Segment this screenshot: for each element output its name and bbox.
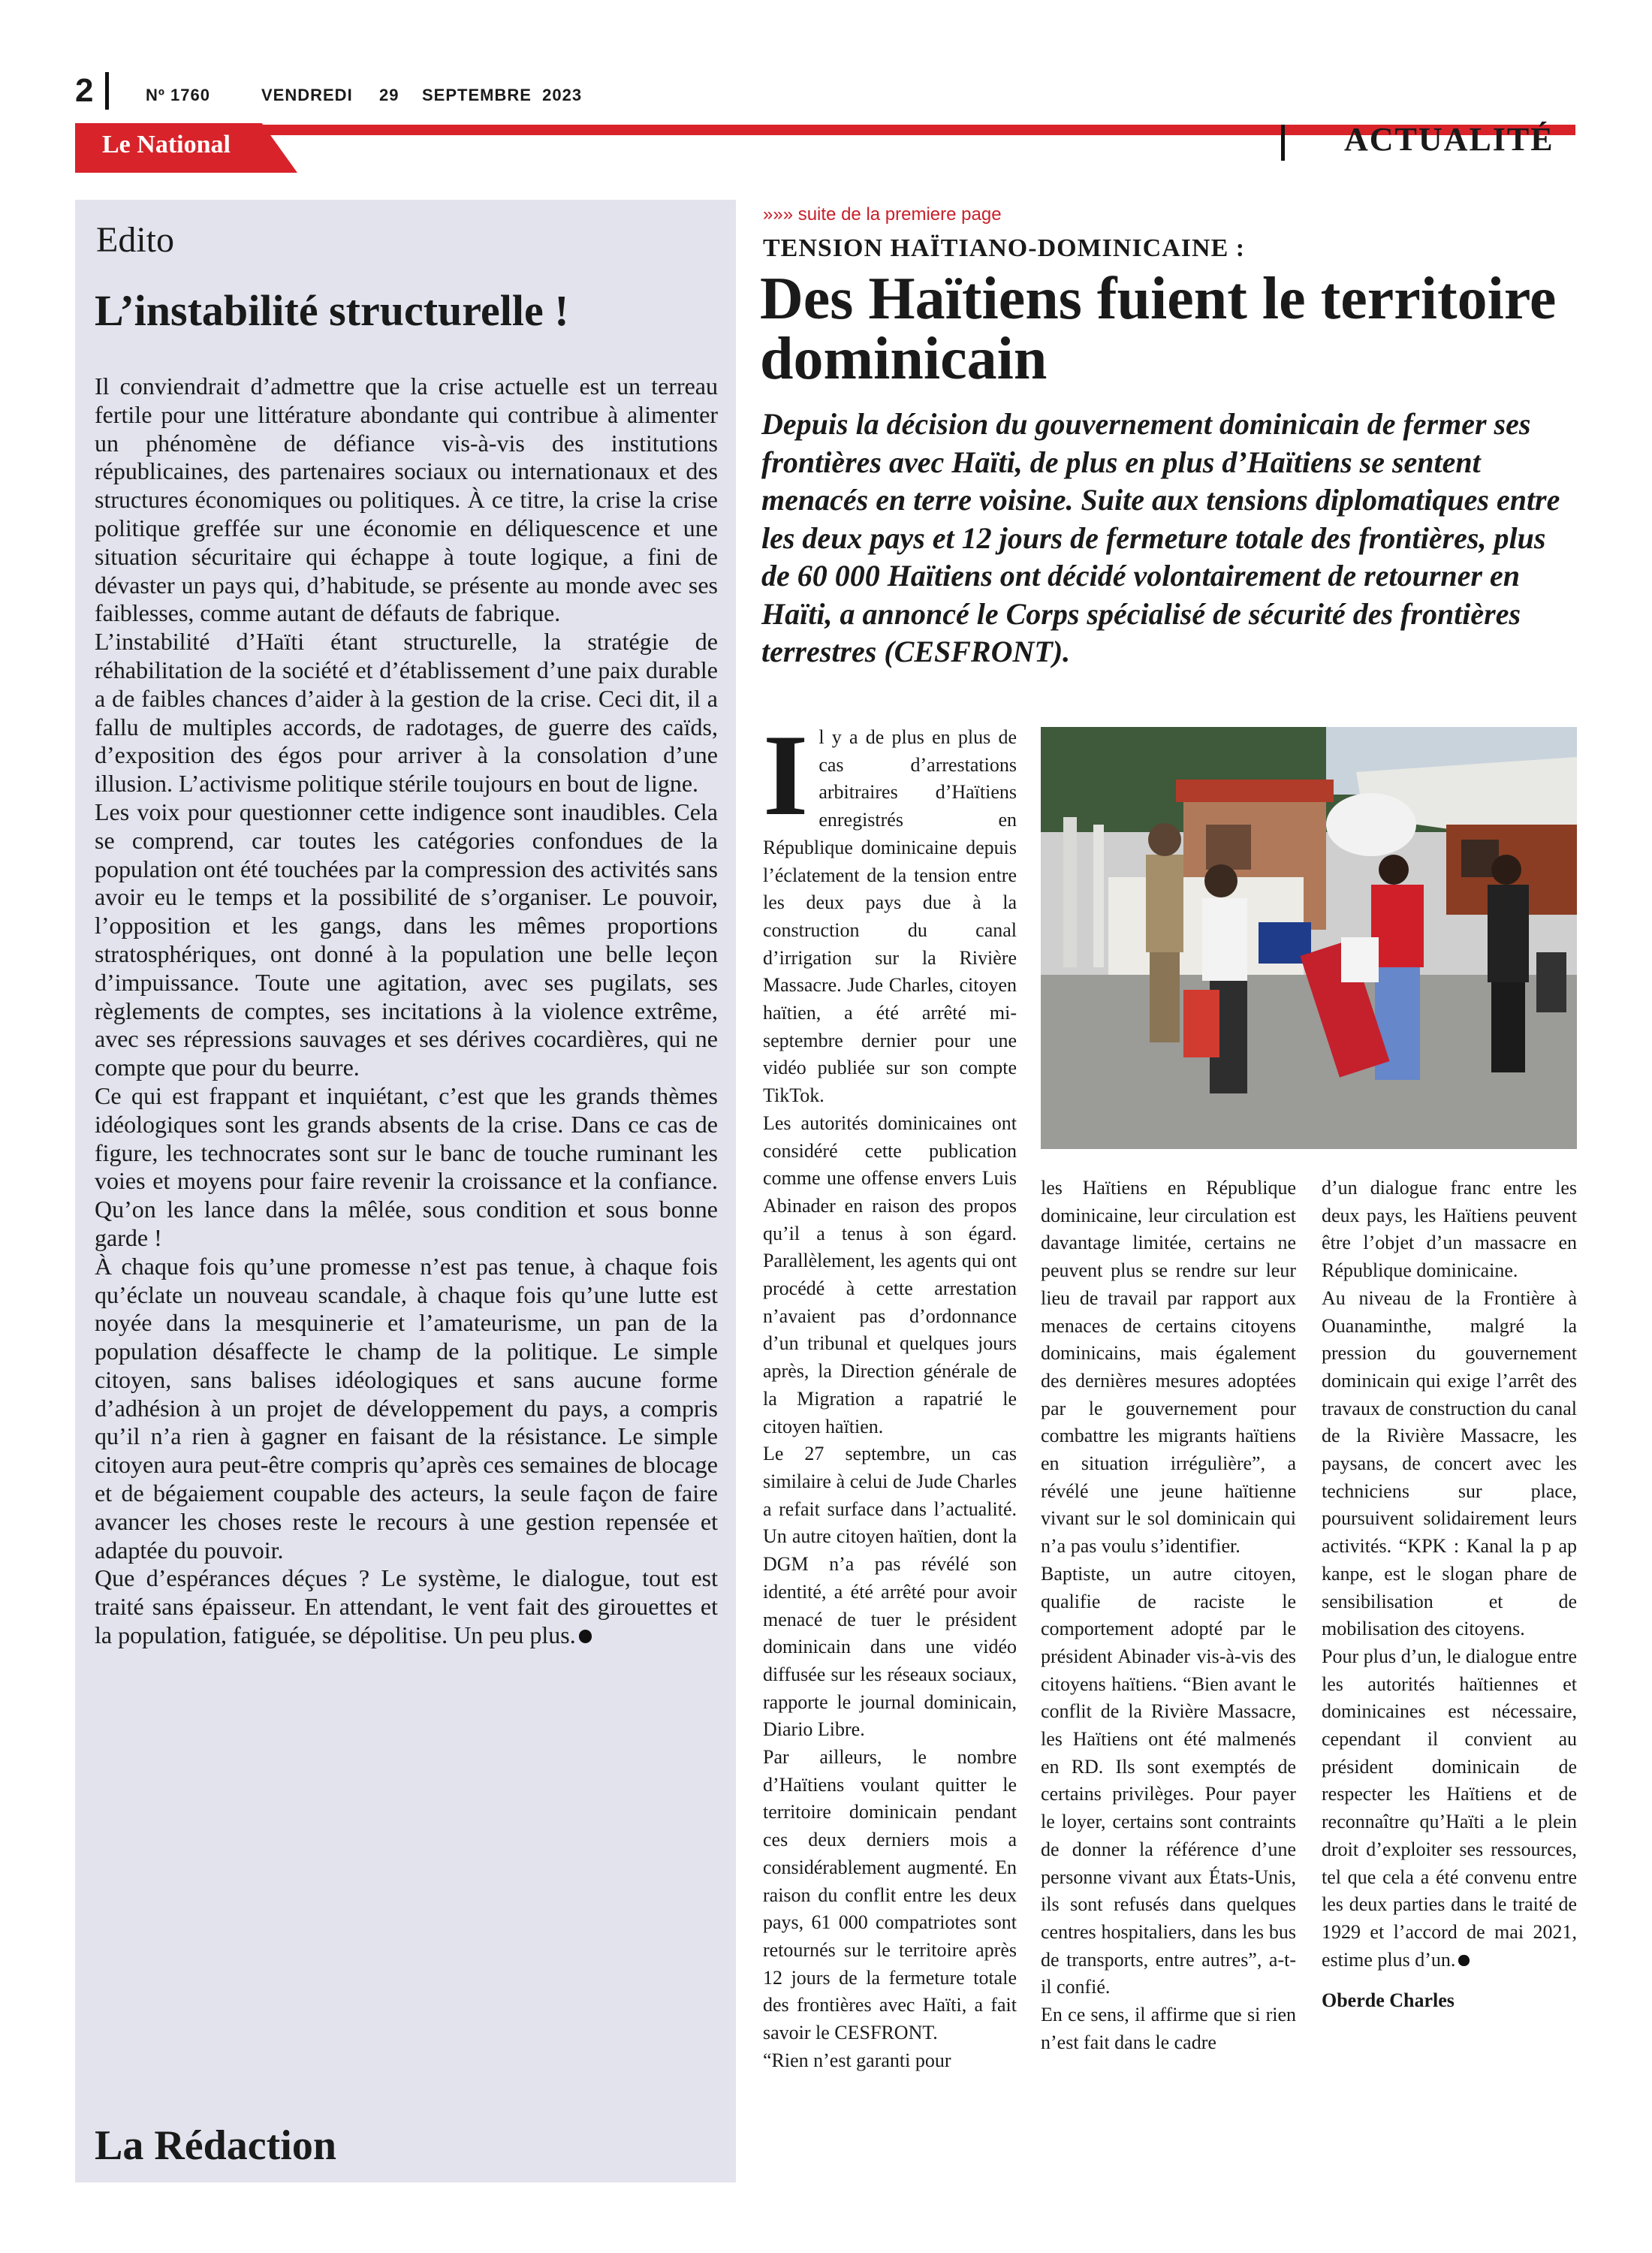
article-column-3 [1322,1175,1577,2015]
article-headline: Des Haïtiens fuient le territoire dominicain [760,266,1557,392]
edito-signature: La Rédaction [95,2122,336,2169]
section-title: ACTUALITÉ [1344,121,1554,158]
article-paragraph: Le 27 septembre, un cas similaire à celui de Jude Charles a refait surface dans l’actualité. Un autre citoyen haïtien, dont la DGM n’a pas révélé son identité, a été arrêté pour avoir menacé de tuer le président dominicain dans une vidéo diffusée sur les réseaux sociaux, rapporte le journal dominicain, Diario Libre. [763,1443,1017,1741]
article-photo [1041,727,1577,1149]
edito-body [95,372,718,1650]
end-mark-icon [1458,1955,1469,1965]
article-paragraph: l y a de plus en plus de cas d’arrestations arbitraires d’Haïtiens enregistrés en République dominicaine depuis l’éclatement de la tension entre les deux pays due à la construction du canal d’irrigation sur la Rivière Massacre. Jude Charles, citoyen haïtien, a été arrêté mi-septembre dernier pour une vidéo publiée sur son compte TikTok. [763,726,1017,1107]
article-paragraph-last [1322,1643,1577,1974]
edito-title: L’instabilité structurelle ! [95,286,569,335]
continued-note: »»» suite de la premiere page [763,204,1002,225]
article-paragraph: les Haïtiens en République dominicaine, leur circulation est davantage limitée, certains ne peuvent plus se rendre sur leur lieu de travail par rapport aux menaces de certains citoyens dominicains, mais également des dernières mesures adoptées par le gouvernement pour combattre les migrants haïtiens en situation irrégulière”, a révélé une jeune haïtienne vivant sur le sol dominicain qui n’a pas voulu s’identifier. [1041,1177,1296,1558]
article-paragraph: d’un dialogue franc entre les deux pays, les Haïtiens peuvent être l’objet d’un massacre en République dominicaine. [1322,1177,1577,1282]
weekday: VENDREDI [261,86,353,104]
article-paragraph: En ce sens, il affirme que si rien n’est fait dans le cadre [1041,2004,1296,2053]
drop-cap: I [763,710,809,840]
article-paragraph: Baptiste, un autre citoyen, qualifie de raciste le comportement adopté par le président Abinader vis-à-vis des citoyens haïtiens. “Bien avant le conflit de la Rivière Massacre, les Haïtiens ont été malmenés en RD. Ils sont exemptés de certains privilèges. Pour payer le loyer, certains sont contraints de donner la référence d’une personne vivant aux États-Unis, ils sont refusés dans quelques centres hospitaliers, dans les bus de transports, entre autres”, a-t-il confié. [1041,1562,1296,1998]
article-column-2 [1041,1175,1296,2057]
article-paragraph: Par ailleurs, le nombre d’Haïtiens voulant quitter le territoire dominicain pendant ces deux derniers mois a considérablement augmenté. En raison du conflit entre les deux pays, 61 000 compatriotes sont retournés sur le territoire après 12 jours de la fermeture totale des frontières avec Haïti, a fait savoir le CESFRONT. [763,1746,1017,2044]
edito-paragraph: Il conviendrait d’admettre que la crise actuelle est un terreau fertile pour une littérature abondante qui contribue à alimenter un phénomène de défiance vis-à-vis des institutions républicaines, des partenaires sociaux ou internationaux et des structures économiques ou politiques. À ce titre, la crise la crise politique greffée sur une économie en déliquescence et une situation sécuritaire qui échappe à toute logique, a fini de dévaster un pays qui, d’habitude, se présente au monde avec ses faiblesses, comme autant de défauts de fabrique. [95,372,718,627]
article-paragraph: “Rien n’est garanti pour [763,2049,951,2071]
article-standfirst: Depuis la décision du gouvernement dominicain de fermer ses frontières avec Haïti, de plus en plus d’Haïtiens se sentent menacés en terre voisine. Suite aux tensions diplomatiques entre les deux pays et 12 jours de fermeture totale des frontières, plus de 60 000 Haïtiens ont décidé volontairement de retourner en Haïti, a annoncé le Corps spécialisé de sécurité des frontières terrestres (CESFRONT). [761,407,1560,668]
article-paragraph: Les autorités dominicaines ont considéré cette publication comme une offense envers Luis Abinader en raison des propos qu’il a tenus à son égard. Parallèlement, les agents qui ont procédé à cette arrestation n’avaient pas d’ordonnance d’un tribunal et quelques jours après, la Direction générale de la Migration a rapatrié le citoyen haïtien. [763,1111,1017,1437]
edito-paragraph: À chaque fois qu’une promesse n’est pas tenue, à chaque fois qu’éclate un nouveau scandale, à chaque fois qu’une lutte est noyée dans la mesquinerie et l’amateurisme, un pan de la population désaffecte le champ de la politique. Le simple citoyen, sans balises idéologiques et sans aucune forme d’adhésion à un projet de développement du pays, a compris qu’il n’a rien à gagner en faisant de la résistance. Le simple citoyen aura peut-être compris qu’après ces semaines de blocage et de bégaiement coupable des acteurs, la seule façon de faire avancer les choses reste le recours à une gestion repensée et adaptée du pouvoir. [95,1252,718,1564]
end-mark-icon [579,1630,592,1643]
edito-paragraph: L’instabilité d’Haïti étant structurelle, la stratégie de réhabilitation de la société et d’établissement d’une paix durable a de faibles chances d’aider à la gestion de la crise. Ceci dit, il a fallu de multiples accords, de radotages, de guerre des caïds, d’exposition des égos pour arriver à la consolation d’une illusion. L’activisme politique stérile toujours en bout de ligne. [95,628,718,798]
edito-label: Edito [96,220,174,260]
brand-name: Le National [102,131,231,158]
edito-paragraph: Ce qui est frappant et inquiétant, c’est que les grands thèmes idéologiques sont les grands absents de la crise. Dans ce cas de figure, les technocrates sont sur le banc de touche ruminant les voies et moyens pour faire revenir la croissance et la confiance. Qu’on les lance dans la mêlée, sous condition et sous bonne garde ! [95,1081,718,1251]
article-column-1 [763,710,1017,2074]
section-divider [1281,125,1285,161]
date-month-year: SEPTEMBRE 2023 [422,86,583,104]
date-day: 29 [379,86,399,104]
edito-paragraph: Les voix pour questionner cette indigence sont inaudibles. Cela se comprend, car toutes les catégories confondues de la population ont été touchées par la compression des activités sans avoir eu le temps et la possibilité de s’organiser. Le pouvoir, l’opposition et les gangs, dans les mêmes proportions stratosphériques, ont donné à la population une belle leçon d’impuissance. Toute une agitation, avec ses pugilats, ses règlements de comptes, ses incitations à la violence extrême, avec ses répressions sauvages et ses dérives cocardières, qui ne compte que pour du beurre. [95,798,718,1081]
edito-paragraph-last [95,1564,718,1649]
article-paragraph: Pour plus d’un, le dialogue entre les autorités haïtiennes et dominicaines est nécessaire, cependant il convient au président dominicain de respecter les Haïtiens et de reconnaître qu’Haïti a le plein droit d’exploiter ses ressources, tel que cela a été convenu entre les deux parties dans le traité de 1929 et l’accord de mai 2021, estime plus d’un. [1322,1645,1577,1971]
article-kicker: TENSION HAÏTIANO-DOMINICAINE : [763,234,1246,262]
article-byline: Oberde Charles [1322,1989,1455,2012]
issue-number: Nº 1760 [146,86,210,104]
article-paragraph: Au niveau de la Frontière à Ouanaminthe, malgré la pression du gouvernement dominicain qui exige l’arrêt des travaux de construction du canal de la Rivière Massacre, les paysans, de concert avec les techniciens sur place, poursuivent solidairement leurs activités. “KPK : Kanal la p ap kanpe, est le slogan phare de sensibilisation et de mobilisation des citoyens. [1322,1286,1577,1640]
page-number: 2 [75,72,94,109]
page-number-divider [105,72,109,110]
edito-paragraph: Que d’espérances déçues ? Le système, le dialogue, tout est traité sans épaisseur. En attendant, le vent fait des girouettes et la population, fatiguée, se dépolitise. Un peu plus. [95,1564,718,1649]
